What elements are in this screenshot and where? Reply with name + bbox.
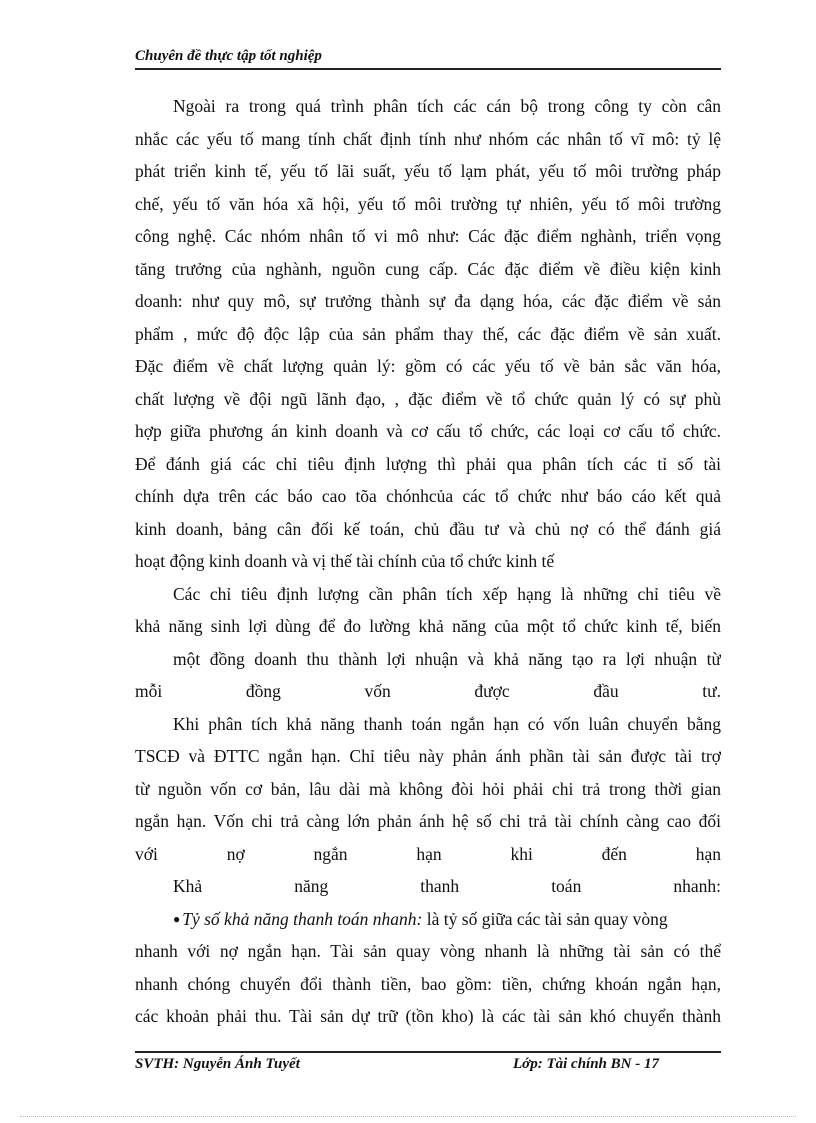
text-line: Khả năng thanh toán nhanh:: [173, 876, 721, 896]
text-line: chính dựa trên các báo cao tõa chónhcủa các tổ chức như báo cáo kết quả: [135, 486, 721, 506]
text-line: chất lượng về đội ngũ lãnh đạo, , đặc điểm về tổ chức quản lý có sự phù: [135, 388, 721, 409]
text-line: nhắc các yếu tố mang tính chất định tính như nhóm các nhân tố vĩ mô: tỷ lệ: [135, 128, 721, 149]
page-edge-divider: [20, 1116, 796, 1117]
footer-class: Lớp: Tài chính BN - 17: [513, 1056, 659, 1072]
bullet-line: [135, 903, 721, 936]
header-divider: [135, 68, 721, 70]
text-line: từ nguồn vốn cơ bản, lâu dài mà không đòi hỏi phải chi trả trong thời gian: [135, 778, 721, 799]
text-line: TSCĐ và ĐTTC ngắn hạn. Chỉ tiêu này phản ánh phần tài sản được tài trợ: [135, 746, 721, 766]
text-line: Để đánh giá các chỉ tiêu định lượng thì phải qua phân tích các tỉ số tài: [135, 453, 721, 474]
text-line: hợp giữa phương án kinh doanh và cơ cấu tổ chức, các loại cơ cấu tổ chức.: [135, 421, 721, 441]
text-line: một đồng doanh thu thành lợi nhuận và khả năng tạo ra lợi nhuận từ: [173, 648, 721, 669]
text-line: tăng trưởng của nghành, nguồn cung cấp. Các đặc điểm về điều kiện kinh: [135, 258, 721, 279]
text-line: Khi phân tích khả năng thanh toán ngắn hạn có vốn luân chuyển bằng: [173, 713, 721, 734]
bullet-icon: ●: [173, 911, 181, 926]
text-line: ngắn hạn. Vốn chi trả càng lớn phản ánh hệ số chi trả tài chính càng cao đối: [135, 811, 721, 831]
text-line: Ngoài ra trong quá trình phân tích các cán bộ trong công ty còn cân: [173, 96, 721, 116]
text-line: với nợ ngắn hạn khi đến hạn: [135, 843, 721, 864]
text-line: các khoản phải thu. Tài sản dự trữ (tồn kho) là các tài sản khó chuyển thành: [135, 1006, 721, 1026]
text-line: mỗi đồng vốn được đầu tư.: [135, 681, 721, 701]
footer-divider: [135, 1051, 721, 1053]
text-line: doanh: như quy mô, sự trưởng thành sự đa dạng hóa, các đặc điểm về sản: [135, 291, 721, 311]
bullet-text: là tỷ số giữa các tài sản quay vòng: [422, 908, 668, 929]
footer-author: SVTH: Nguyễn Ánh Tuyết: [135, 1056, 300, 1072]
text-line: Đặc điểm về chất lượng quản lý: gồm có các yếu tố về bản sắc văn hóa,: [135, 356, 721, 376]
text-line: Các chỉ tiêu định lượng cần phân tích xếp hạng là những chỉ tiêu về: [173, 583, 721, 604]
text-line: chế, yếu tố văn hóa xã hội, yếu tố môi trường tự nhiên, yếu tố môi trường: [135, 193, 721, 214]
text-line: hoạt động kinh doanh và vị thế tài chính của tổ chức kinh tế: [135, 551, 555, 571]
text-line: công nghệ. Các nhóm nhân tố vi mô như: Các đặc điểm nghành, triển vọng: [135, 226, 721, 246]
text-line: khả năng sinh lợi dùng để đo lường khả năng của một tổ chức kinh tế, biến: [135, 616, 721, 636]
text-line: phẩm , mức độ độc lập của sản phẩm thay thế, các đặc điểm về sản xuất.: [135, 323, 721, 344]
bullet-term: Tỷ số khả năng thanh toán nhanh:: [182, 908, 423, 929]
text-line: nhanh với nợ ngắn hạn. Tài sản quay vòng nhanh là những tài sản có thể: [135, 941, 721, 961]
page-header-title: Chuyên đề thực tập tốt nghiệp: [135, 48, 322, 64]
text-line: nhanh chóng chuyển đổi thành tiền, bao gồm: tiền, chứng khoán ngắn hạn,: [135, 973, 721, 994]
text-line: kinh doanh, bảng cân đối kế toán, chủ đầu tư và chủ nợ có thể đánh giá: [135, 518, 721, 539]
body-text: [135, 90, 721, 1033]
text-line: phát triển kinh tế, yếu tố lãi suất, yếu tố lạm phát, yếu tố môi trường pháp: [135, 161, 721, 181]
